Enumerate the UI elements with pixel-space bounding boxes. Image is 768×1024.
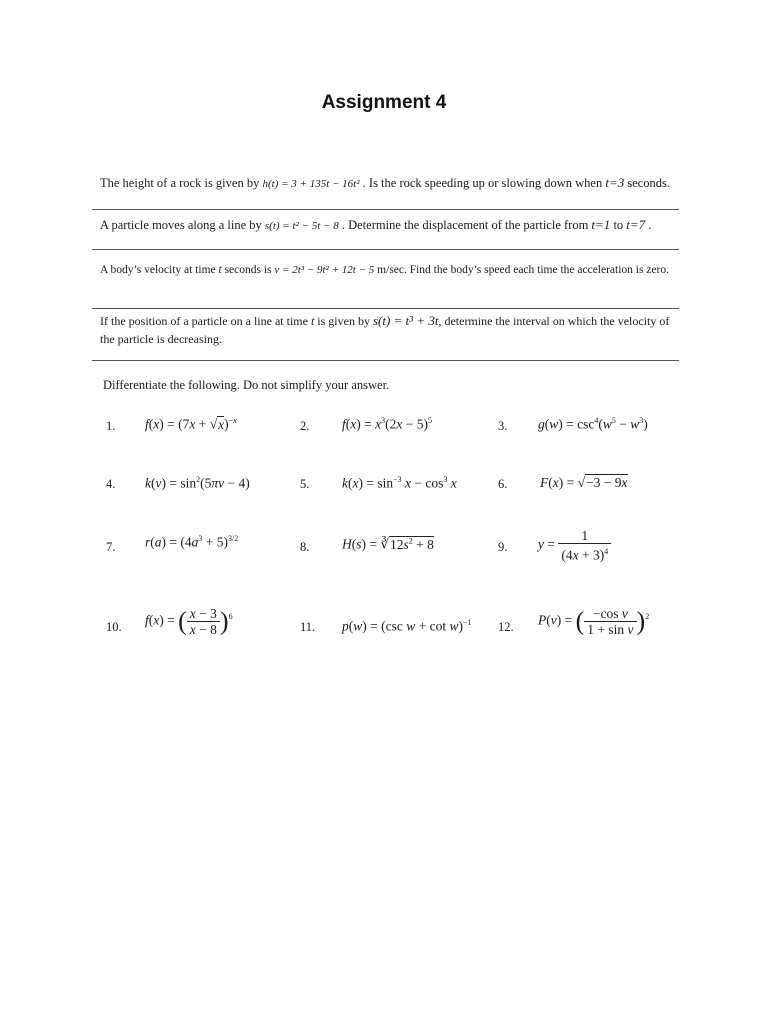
question-4-t: t (310, 314, 315, 328)
question-2 (100, 216, 678, 235)
problem-number: 4. (106, 477, 116, 491)
problem-number: 9. (498, 540, 508, 554)
divider (92, 209, 679, 210)
problem-9-expression: y = $\frac{1}{(4x + 3)^4}$ (538, 528, 611, 563)
problem-number: 11. (300, 620, 316, 634)
problem-number: 3. (498, 419, 508, 433)
problem-number: 5. (300, 477, 310, 491)
question-2-text-end: . (645, 218, 652, 232)
problem-4-expression: $k(v) = \sin^2(5\pi v - 4)$ (145, 475, 250, 491)
question-3-formula: v = 2t³ − 9t² + 12t − 5 (274, 264, 375, 276)
problem-10-expression: f(x) = ( $\frac{x - 3}{x - 8}$ )$^6$ (145, 606, 233, 637)
problem-number: 2. (300, 419, 310, 433)
problem-11-expression: p(w) = (csc w + cot w)$^{-1}$ (342, 618, 472, 634)
problem-8-expression: $H(s) = ∛12s^2 + 8$ (342, 536, 434, 552)
question-1-formula: h(t) = 3 + 135t − 16t² (262, 178, 360, 190)
problem-number: 8. (300, 540, 310, 554)
question-2-to-word: to (610, 218, 627, 232)
problem-2-expression: $f(x) = x^3(2x - 5)^5$ (342, 416, 432, 432)
problem-12-expression: P(v) = ( $\frac{\text{−cos v}}{\text{1 + sin v}}$ )$^2$ (538, 606, 650, 637)
question-4 (100, 312, 678, 348)
question-3-t: t (218, 264, 222, 276)
problem-3-expression: $g(w) = \csc^4(w^5 - w^3)$ (538, 416, 648, 432)
question-4-text: If the position of a particle on a line at time (100, 314, 311, 328)
question-3 (100, 262, 678, 278)
problem-5-expression: $k(x) = \sin^{-3} x - \cos^3 x$ (342, 475, 457, 491)
question-1-text-after: . Is the rock speeding up or slowing down when (359, 176, 606, 190)
question-1-text: The height of a rock is given by (100, 176, 263, 190)
question-4-text-after: , determine the interval on which the velocity of the particle is decreasing. (100, 314, 670, 346)
divider (92, 249, 679, 250)
question-4-text-mid: is given by (314, 314, 373, 328)
problem-number: 10. (106, 620, 122, 634)
question-1-condition: t=3 (605, 175, 625, 190)
instructions: Differentiate the following. Do not simplify your answer. (103, 378, 390, 392)
question-2-from: t=1 (591, 217, 611, 232)
question-3-text-after: m/sec. Find the body’s speed each time the acceleration is zero. (374, 264, 670, 276)
question-2-to: t=7 (626, 217, 646, 232)
problem-1-expression: $f(x) = (7x + √x)^{-x}$ (145, 416, 237, 432)
problem-number: 1. (106, 419, 116, 433)
question-2-text: A particle moves along a line by (100, 218, 265, 232)
question-2-text-mid: . Determine the displacement of the particle from (338, 218, 592, 232)
question-4-formula: s(t) = t³ + 3t (372, 313, 439, 328)
problem-number: 7. (106, 540, 116, 554)
question-3-text-mid: seconds is (221, 264, 275, 276)
problem-7-expression: $r(a) = (4a^3 + 5)^{3/2}$ (145, 534, 239, 550)
page-title: Assignment 4 (321, 92, 447, 113)
question-1 (100, 174, 678, 193)
question-1-text-end: seconds. (624, 176, 671, 190)
divider (92, 360, 679, 361)
problem-number: 12. (498, 620, 514, 634)
question-3-text: A body’s velocity at time (100, 264, 219, 276)
question-2-formula: s(t) = t² − 5t − 8 (264, 220, 339, 232)
problem-number: 6. (498, 477, 508, 491)
problem-6-expression: F(x) = √−3 − 9x (540, 475, 628, 490)
divider (92, 308, 679, 309)
